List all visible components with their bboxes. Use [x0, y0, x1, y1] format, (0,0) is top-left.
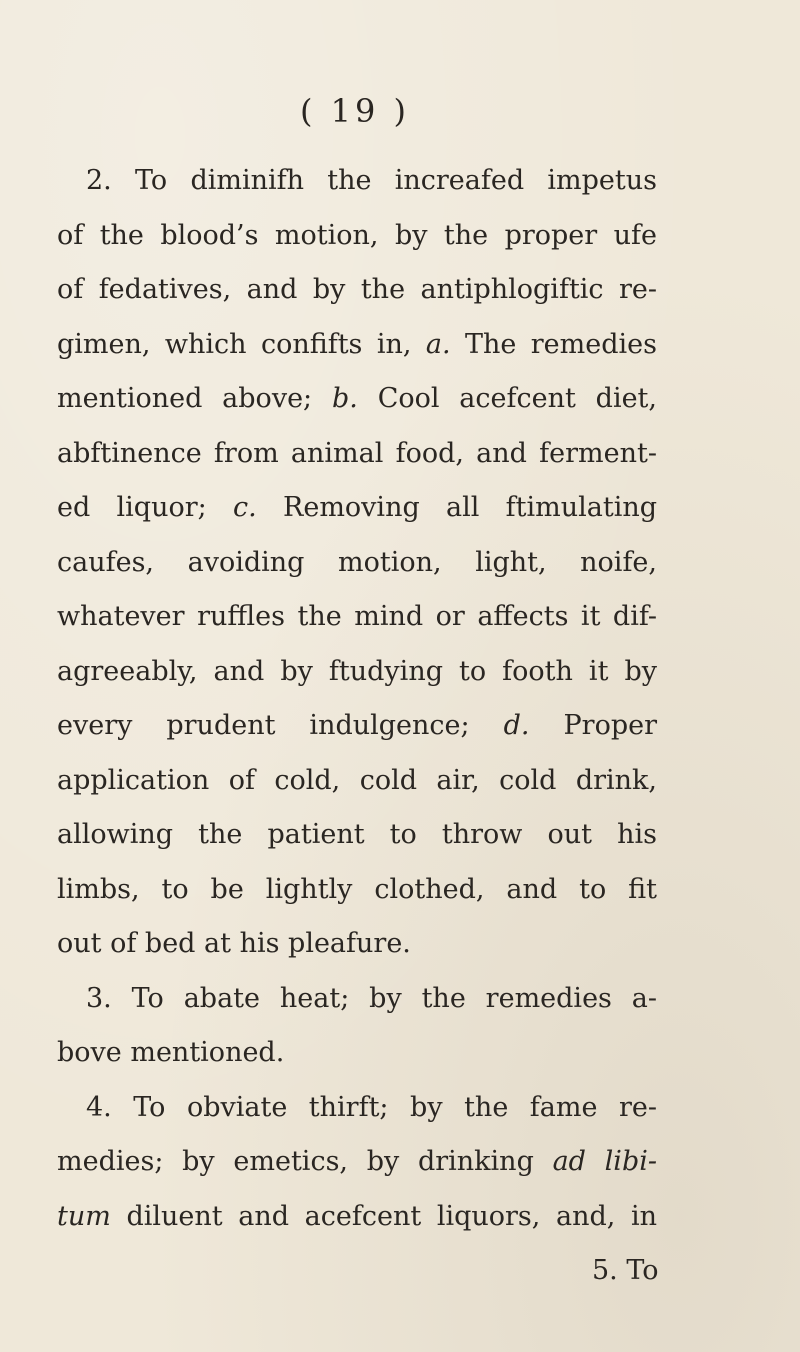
text-line-3: of fedatives, and by the antiphlogiftic re- [57, 274, 657, 305]
item-marker-b: b. [331, 383, 358, 414]
text-line-20: tum diluent and acefcent liquors, and, in [57, 1200, 658, 1232]
text-line-7: ed liquor; c. Removing all ftimulating [57, 492, 658, 523]
text-line-14: limbs, to be lightly clothed, and to fit [57, 873, 657, 905]
text-line-1: 2. To diminifh the increafed impetus [86, 165, 657, 196]
text-line-2: of the blood’s motion, by the proper ufe [57, 219, 657, 251]
item-marker-d: d. [503, 710, 530, 741]
latin-phrase: ad libi- [552, 1146, 657, 1177]
text-line-10: agreeably, and by ftudying to footh it by [57, 655, 657, 687]
item-marker-c: c. [233, 492, 257, 523]
page-number: ( 19 ) [299, 92, 411, 130]
text-line-9: whatever ruffles the mind or affects it dif- [57, 601, 657, 632]
text-line-12: application of cold, cold air, cold drink, [57, 764, 657, 796]
text-line-13: allowing the patient to throw out his [57, 819, 657, 850]
text-line-17: bove mentioned. [57, 1037, 285, 1068]
text-line-5: mentioned above; b. Cool acefcent diet, [57, 383, 657, 414]
text-line-16: 3. To abate heat; by the remedies a- [86, 982, 657, 1014]
catchword: 5. To [592, 1255, 659, 1286]
text-line-4: gimen, which confifts in, a. The remedies [57, 328, 657, 360]
text-line-11: every prudent indulgence; d. Proper [57, 710, 657, 741]
text-line-8: caufes, avoiding motion, light, noife, [57, 546, 657, 578]
text-line-19: medies; by emetics, by drinking ad libi- [57, 1146, 657, 1177]
latin-phrase-end: tum [57, 1200, 111, 1232]
text-line-18: 4. To obviate thirft; by the fame re- [86, 1091, 657, 1123]
item-marker-a: a. [425, 328, 451, 360]
text-line-15: out of bed at his pleafure. [57, 928, 411, 959]
text-line-6: abftinence from animal food, and ferment- [57, 437, 657, 469]
